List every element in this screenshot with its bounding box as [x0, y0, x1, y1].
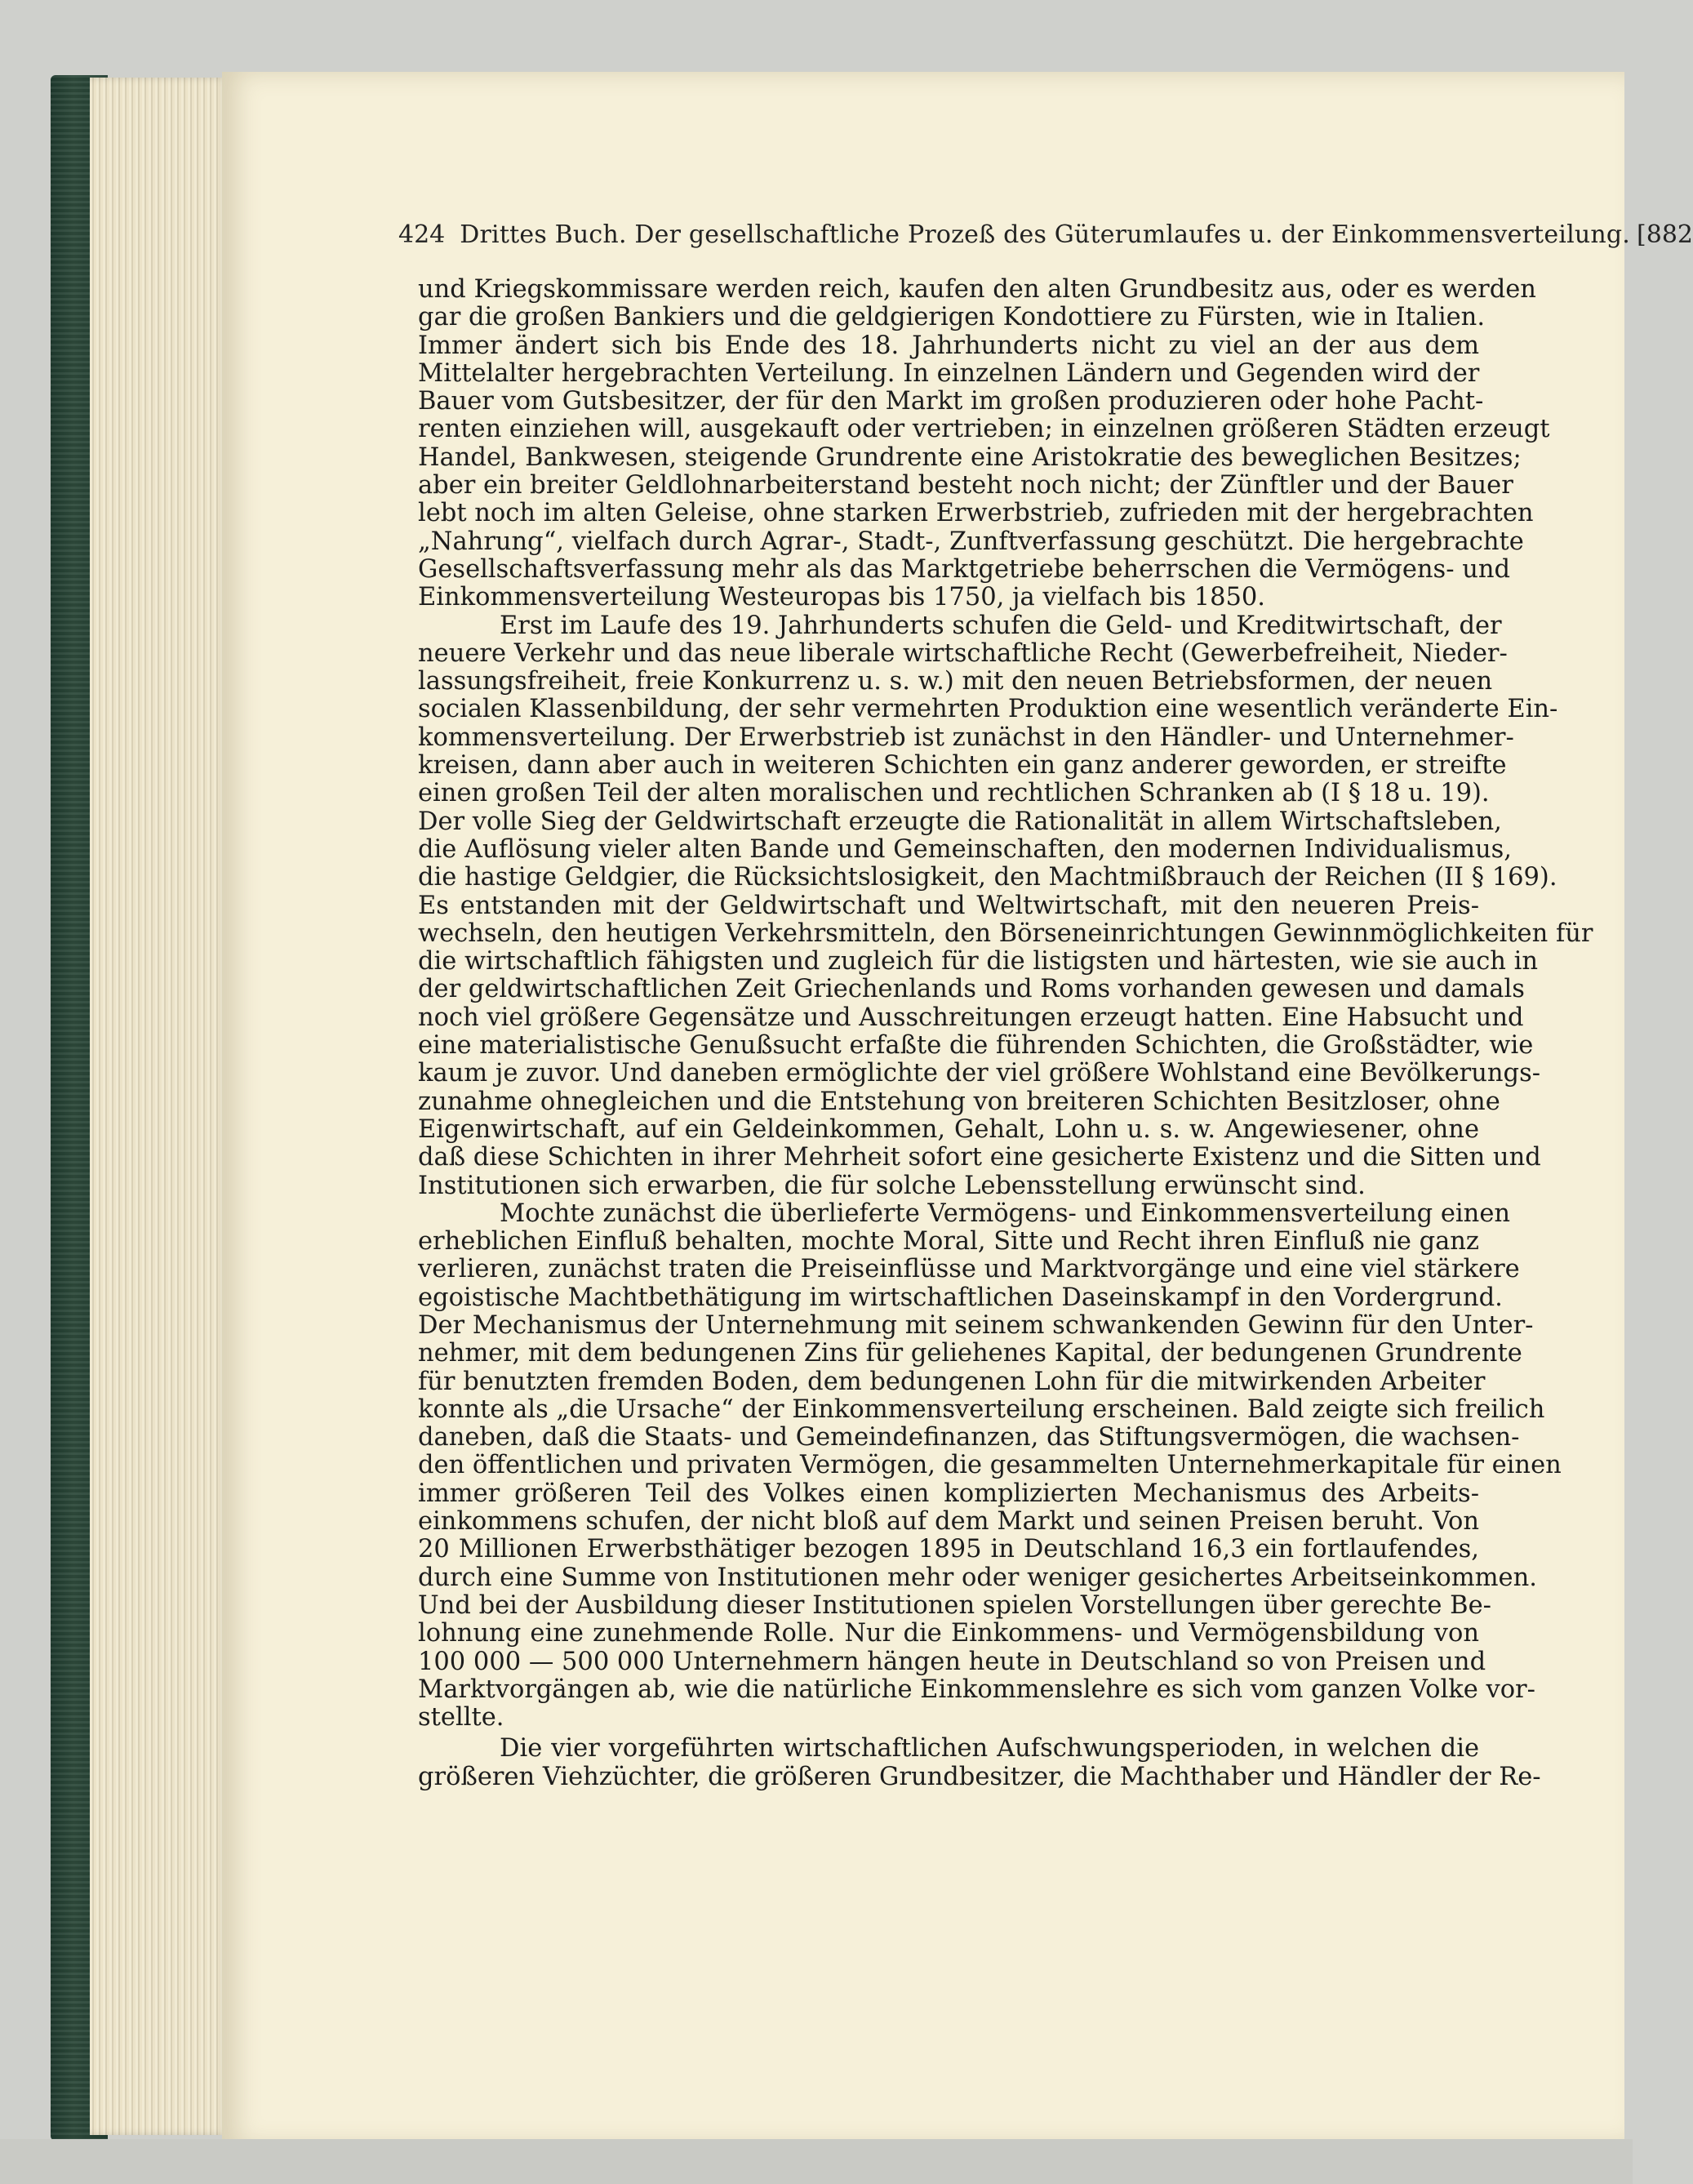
- text-line: nehmer, mit dem bedungenen Zins für geliehenes Kapital, der bedungenen Grundrente: [418, 1339, 1522, 1368]
- text-line: lassungsfreiheit, freie Konkurrenz u. s. w.) mit den neuen Betriebsformen, der neuen: [418, 667, 1493, 696]
- text-line: 20 Millionen Erwerbsthätiger bezogen 1895 in Deutschland 16,3 ein fortlaufendes,: [418, 1535, 1479, 1564]
- text-line: Eigenwirtschaft, auf ein Geldeinkommen, Gehalt, Lohn u. s. w. Angewiesener, ohne: [418, 1114, 1479, 1144]
- running-header: [398, 220, 1693, 253]
- text-line: noch viel größere Gegensätze und Ausschreitungen erzeugt hatten. Eine Habsucht und: [418, 1003, 1524, 1032]
- text-line: Marktvorgängen ab, wie die natürliche Einkommenslehre es sich vom ganzen Volke vor-: [418, 1675, 1535, 1704]
- text-line: erheblichen Einfluß behalten, mochte Moral, Sitte und Recht ihren Einfluß nie ganz: [418, 1227, 1479, 1257]
- text-line: eine materialistische Genußsucht erfaßte die führenden Schichten, die Großstädter, wie: [418, 1031, 1534, 1061]
- text-line: socialen Klassenbildung, der sehr vermehrten Produktion eine wesentlich veränderte Ein-: [418, 695, 1558, 724]
- text-line: kaum je zuvor. Und daneben ermöglichte der viel größere Wohlstand eine Bevölkerungs-: [418, 1059, 1541, 1088]
- text-line: Handel, Bankwesen, steigende Grundrente eine Aristokratie des beweglichen Besitzes;: [418, 443, 1522, 472]
- text-line: Der Mechanismus der Unternehmung mit seinem schwankenden Gewinn für den Unter-: [418, 1310, 1534, 1340]
- text-line: immer größeren Teil des Volkes einen komplizierten Mechanismus des Arbeits-: [418, 1479, 1479, 1508]
- text-line: kommensverteilung. Der Erwerbstrieb ist zunächst in den Händler- und Unternehmer-: [418, 723, 1514, 752]
- text-line: die Auflösung vieler alten Bande und Gemeinschaften, den modernen Individualismus,: [418, 834, 1513, 864]
- text-line: lebt noch im alten Geleise, ohne starken Erwerbstrieb, zufrieden mit der hergebrachten: [418, 499, 1534, 528]
- text-line: konnte als „die Ursache“ der Einkommensverteilung erscheinen. Bald zeigte sich freilich: [418, 1394, 1545, 1424]
- text-line: aber ein breiter Geldlohnarbeiterstand besteht noch nicht; der Zünftler und der Bauer: [418, 471, 1513, 500]
- text-line: durch eine Summe von Institutionen mehr oder weniger gesichertes Arbeitseinkommen.: [418, 1563, 1537, 1592]
- text-line: und Kriegskommissare werden reich, kaufen den alten Grundbesitz aus, oder es werden: [418, 275, 1536, 304]
- paragraph-start: Erst im Laufe des 19. Jahrhunderts schufen die Geld- und Kreditwirtschaft, der: [500, 611, 1502, 640]
- section-reference: [882: [1637, 220, 1693, 249]
- text-line: die wirtschaftlich fähigsten und zugleich für die listigsten und härtesten, wie sie auch in: [418, 947, 1539, 976]
- text-line: Immer ändert sich bis Ende des 18. Jahrhunderts nicht zu viel an der aus dem: [418, 331, 1479, 360]
- text-line: 100 000 — 500 000 Unternehmern hängen heute in Deutschland so von Preisen und: [418, 1647, 1486, 1676]
- text-line: Es entstanden mit der Geldwirtschaft und Weltwirtschaft, mit den neueren Preis-: [418, 891, 1479, 920]
- text-line: kreisen, dann aber auch in weiteren Schichten ein ganz anderer geworden, er streifte: [418, 751, 1507, 781]
- running-title: Drittes Buch. Der gesellschaftliche Prozeß des Güterumlaufes u. der Einkommensverteilung.: [460, 220, 1631, 249]
- text-line: Institutionen sich erwarben, die für solche Lebensstellung erwünscht sind.: [418, 1171, 1366, 1200]
- text-line: daneben, daß die Staats- und Gemeindefinanzen, das Stiftungsvermögen, die wachsen-: [418, 1423, 1520, 1452]
- paragraph-start: Mochte zunächst die überlieferte Vermögens- und Einkommensverteilung einen: [500, 1199, 1511, 1228]
- text-line: lohnung eine zunehmende Rolle. Nur die Einkommens- und Vermögensbildung von: [418, 1619, 1479, 1648]
- text-line: zunahme ohnegleichen und die Entstehung von breiteren Schichten Besitzloser, ohne: [418, 1087, 1500, 1116]
- text-line: Bauer vom Gutsbesitzer, der für den Markt im großen produzieren oder hohe Pacht-: [418, 387, 1484, 416]
- text-line: Einkommensverteilung Westeuropas bis 1750, ja vielfach bis 1850.: [418, 583, 1265, 612]
- scan-background: [0, 2139, 1633, 2184]
- text-line: Mittelalter hergebrachten Verteilung. In einzelnen Ländern und Gegenden wird der: [418, 358, 1480, 388]
- text-line: die hastige Geldgier, die Rücksichtslosigkeit, den Machtmißbrauch der Reichen (II § 169).: [418, 863, 1557, 892]
- body-text: [418, 275, 1593, 1791]
- text-line: renten einziehen will, ausgekauft oder vertrieben; in einzelnen größeren Städten erzeugt: [418, 415, 1550, 444]
- text-line: Und bei der Ausbildung dieser Institutionen spielen Vorstellungen über gerechte Be-: [418, 1590, 1491, 1620]
- text-line: größeren Viehzüchter, die größeren Grundbesitzer, die Machthaber und Händler der Re-: [418, 1762, 1541, 1791]
- text-line: egoistische Machtbethätigung im wirtschaftlichen Daseinskampf in den Vordergrund.: [418, 1283, 1503, 1312]
- text-line: „Nahrung“, vielfach durch Agrar-, Stadt-, Zunftverfassung geschützt. Die hergebrachte: [418, 527, 1524, 556]
- text-line: den öffentlichen und privaten Vermögen, die gesammelten Unternehmerkapitale für einen: [418, 1451, 1562, 1480]
- text-line: einkommens schufen, der nicht bloß auf dem Markt und seinen Preisen beruht. Von: [418, 1507, 1479, 1537]
- page-edges: [90, 78, 229, 2135]
- text-line: stellte.: [418, 1703, 504, 1733]
- text-line: verlieren, zunächst traten die Preiseinflüsse und Marktvorgänge und eine viel stärkere: [418, 1255, 1520, 1284]
- text-line: daß diese Schichten in ihrer Mehrheit sofort eine gesicherte Existenz und die Sitten und: [418, 1143, 1541, 1172]
- text-line: wechseln, den heutigen Verkehrsmitteln, den Börseneinrichtungen Gewinnmöglichkeiten für: [418, 919, 1593, 948]
- text-line: neuere Verkehr und das neue liberale wirtschaftliche Recht (Gewerbefreiheit, Nieder-: [418, 638, 1508, 668]
- text-line: für benutzten fremden Boden, dem bedungenen Lohn für die mitwirkenden Arbeiter: [418, 1367, 1486, 1396]
- text-line: Gesellschaftsverfassung mehr als das Marktgetriebe beherrschen die Vermögens- und: [418, 554, 1511, 584]
- paragraph-start: Die vier vorgeführten wirtschaftlichen Aufschwungsperioden, in welchen die: [500, 1734, 1479, 1764]
- text-line: Der volle Sieg der Geldwirtschaft erzeugte die Rationalität in allem Wirtschaftsleben,: [418, 807, 1502, 836]
- page-number: 424: [398, 220, 446, 249]
- text-line: der geldwirtschaftlichen Zeit Griechenlands und Roms vorhanden gewesen und damals: [418, 975, 1525, 1004]
- text-line: gar die großen Bankiers und die geldgierigen Kondottiere zu Fürsten, wie in Italien.: [418, 303, 1486, 332]
- text-line: einen großen Teil der alten moralischen und rechtlichen Schranken ab (I § 18 u. 19).: [418, 779, 1490, 808]
